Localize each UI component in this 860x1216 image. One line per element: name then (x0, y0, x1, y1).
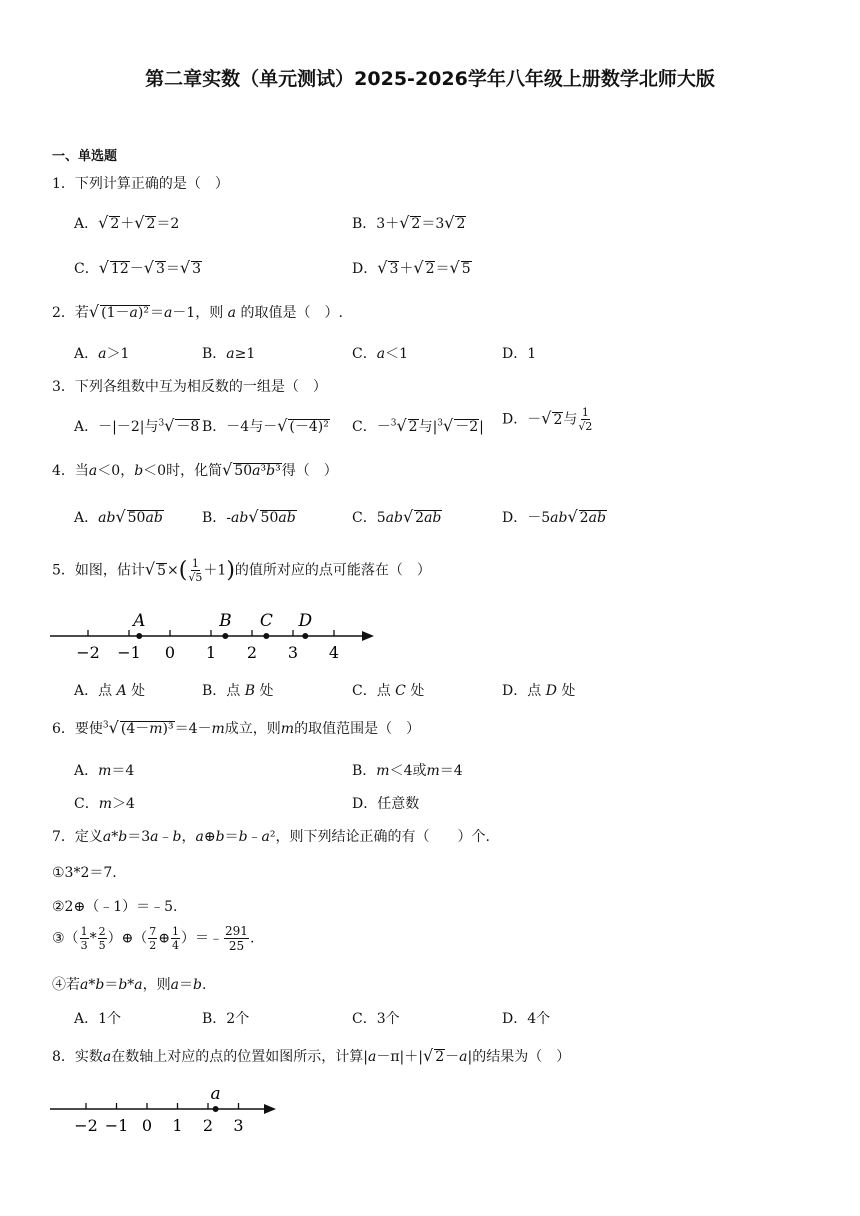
q7-option-b[interactable]: B．2个 (202, 1011, 250, 1027)
q7-option-a[interactable]: A．1个 (74, 1011, 122, 1027)
tick-label: −1 (104, 1116, 129, 1135)
q1-option-b[interactable]: B．3＋√ 2＝3√ 2 (352, 213, 466, 232)
tick-label: −2 (76, 643, 100, 662)
number-line-q5 (50, 608, 380, 664)
q4-option-b[interactable]: B．-ab√ 50ab (202, 507, 296, 526)
point-label-a: a (210, 1085, 221, 1104)
q7-statement-3: ③（ $\frac{1}{3}$ * $\frac{2}{5}$ ）⊕（ $\frac{7}{2}$ ⊕ $\frac{1}{4}$ ）＝﹣ $\frac{291}{25}$ . (52, 924, 255, 953)
point-d (302, 633, 308, 639)
tick-label: 2 (202, 1116, 214, 1135)
tick-label: 0 (164, 643, 176, 662)
q7-statement-2: ②2⊕（﹣1）＝﹣5. (52, 899, 178, 915)
point-c (263, 633, 269, 639)
page-title: 第二章实数（单元测试）2025-2026学年八年级上册数学北师大版 (145, 68, 715, 90)
point-a (213, 1106, 219, 1112)
q6-option-a[interactable]: A．m＝4 (74, 763, 135, 779)
q6-option-b[interactable]: B．m＜4或m＝4 (352, 763, 463, 779)
question-2-stem: 2．若√ (1－a)²＝a－1，则 a 的取值是（ ）. (52, 302, 343, 321)
q3-option-c[interactable]: C．－$^3$√ 2与$|^3√ -2|$ (352, 416, 484, 435)
q3-option-a[interactable]: A．－|－2|与$^3$√ －8 (74, 416, 200, 435)
q5-option-c[interactable]: C．点 C 处 (352, 683, 425, 699)
question-1-stem: 1．下列计算正确的是（ ） (52, 176, 229, 192)
q7-statement-4: ④若a*b＝b*a，则a＝b. (52, 977, 207, 993)
q5-option-a[interactable]: A．点 A 处 (74, 683, 146, 699)
point-label-c: C (259, 611, 273, 631)
q2-option-a[interactable]: A．a＞1 (74, 346, 130, 362)
q3-option-b[interactable]: B．－4与－√ (－4)² (202, 416, 329, 435)
question-7-stem: 7．定义a*b＝3a﹣b，a⊕b＝b﹣a²，则下列结论正确的有（ ）个. (52, 829, 490, 845)
tick-label: 2 (246, 643, 258, 662)
q2-option-d[interactable]: D．1 (502, 346, 537, 362)
point-label-a: A (133, 611, 146, 631)
q5-option-b[interactable]: B．点 B 处 (202, 683, 274, 699)
q2-option-c[interactable]: C．a＜1 (352, 346, 408, 362)
q6-option-c[interactable]: C．m＞4 (74, 796, 135, 812)
point-a (136, 633, 142, 639)
tick-label: 3 (233, 1116, 244, 1135)
point-label-d: D (298, 611, 313, 631)
q7-option-d[interactable]: D．4个 (502, 1011, 551, 1027)
tick-label: 3 (287, 643, 299, 662)
tick-label: 1 (172, 1116, 183, 1135)
q1-option-d[interactable]: D．√ 3＋√ 2＝√ 5 (352, 258, 471, 277)
question-8-stem: 8．实数a在数轴上对应的点的位置如图所示，计算|a－π|＋|√ 2－a|的结果为（ ） (52, 1046, 571, 1065)
q7-option-c[interactable]: C．3个 (352, 1011, 400, 1027)
q1-option-c[interactable]: C．√ 12－√ 3＝√ 3 (74, 258, 201, 277)
section-heading: 一、单选题 (52, 149, 118, 164)
question-6-stem: 6．要使$^3$√ (4－m)³＝4－m成立，则m的取值范围是（ ） (52, 718, 421, 737)
q4-option-a[interactable]: A．ab√ 50ab (74, 507, 163, 526)
tick-label: 0 (141, 1116, 153, 1135)
tick-label: 4 (328, 643, 340, 662)
point-b (222, 633, 228, 639)
tick-label: 1 (205, 643, 217, 662)
question-3-stem: 3．下列各组数中互为相反数的一组是（ ） (52, 379, 327, 395)
q6-option-d[interactable]: D．任意数 (352, 796, 420, 812)
q5-option-d[interactable]: D．点 D 处 (502, 683, 576, 699)
q3-option-d[interactable]: D．－√ 2与 $\frac{1}{√2}$ (502, 406, 593, 433)
point-label-b: B (219, 611, 232, 631)
tick-label: −1 (117, 643, 141, 662)
question-5-stem: 5．如图，估计√ 5×( $\frac{1}{√5}$ ＋1)的值所对应的点可能落在（ ） (52, 557, 431, 584)
q4-option-d[interactable]: D．－5ab√ 2ab (502, 507, 606, 526)
q4-option-c[interactable]: C．5ab√ 2ab (352, 507, 442, 526)
number-line-q8 (50, 1085, 290, 1141)
q1-option-a[interactable]: A．√ 2＋√ 2＝2 (74, 213, 180, 232)
q2-option-b[interactable]: B．a≥1 (202, 346, 256, 362)
q7-statement-1: ①3*2＝7. (52, 865, 117, 881)
question-4-stem: 4．当a＜0，b＜0时，化简√ 50a³b³得（ ） (52, 460, 338, 479)
tick-label: −2 (74, 1116, 98, 1135)
